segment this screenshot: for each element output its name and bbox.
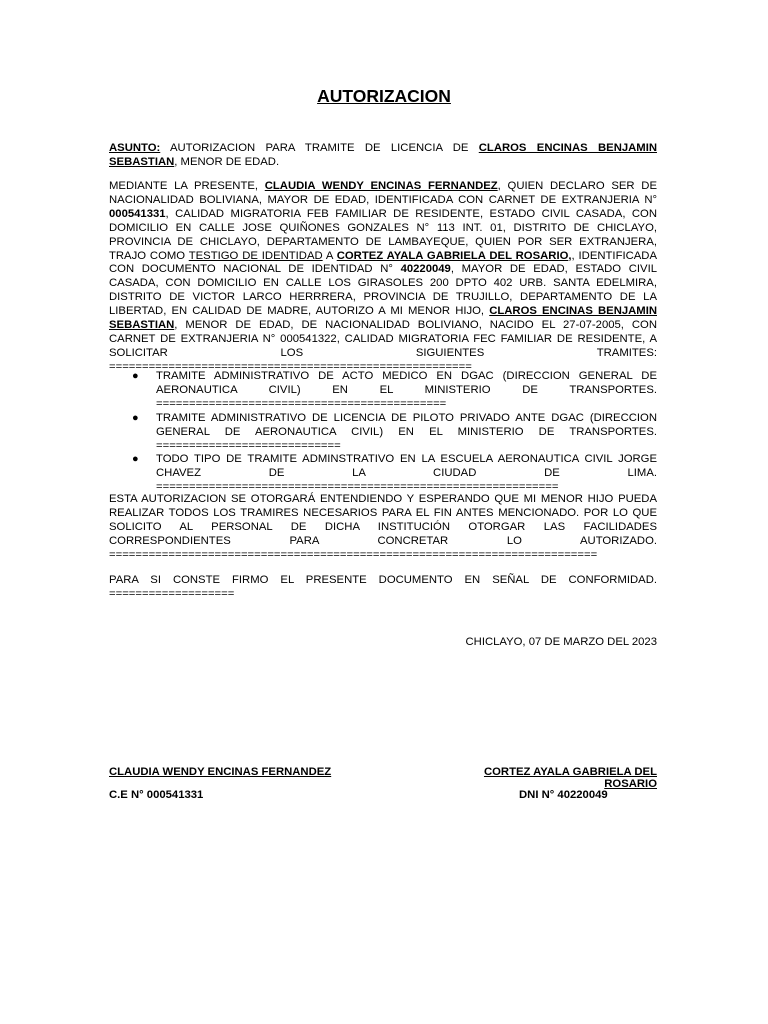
conformity-fill-line: =================== xyxy=(109,587,235,600)
procedures-list xyxy=(109,370,657,495)
list-item-text: TRAMITE ADMINISTRATIVO DE ACTO MEDICO EN DGAC (DIRECCION GENERAL DE AERONAUTICA CIVIL) EN EL MINISTERIO DE TRANSPORTES. ============================================ xyxy=(156,370,657,410)
subject-label: ASUNTO: xyxy=(109,142,161,154)
witness-label: TESTIGO DE IDENTIDAD xyxy=(188,249,323,262)
signature-right-name: CORTEZ AYALA GABRIELA DEL ROSARIO xyxy=(483,766,657,790)
main-text-2: , QUIEN DECLARO SER DE NACIONALIDAD BOLIVIANA, MAYOR DE EDAD, IDENTIFICADA CON CARNET DE EXTRANJERIA N° xyxy=(109,180,657,206)
main-text-1: MEDIANTE LA PRESENTE, xyxy=(109,180,265,192)
main-text-7: , MENOR DE EDAD, DE NACIONALIDAD BOLIVIANO, NACIDO EL 27-07-2005, CON CARNET DE EXTRANJERIA N° 000541322, CALIDAD MIGRATORIA FEC FAMILIAR DE RESIDENTE, A SOLICITAR LOS SIGUIENTES TRAMITES: xyxy=(109,319,657,359)
witness-name: CORTEZ AYALA GABRIELA DEL ROSARIO xyxy=(336,249,569,262)
signature-right-id: DNI N° 40220049 xyxy=(519,789,608,801)
conformity-paragraph xyxy=(109,574,657,602)
list-item-text: TODO TIPO DE TRAMITE ADMINSTRATIVO EN LA ESCUELA AERONAUTICA CIVIL JORGE CHAVEZ DE LA CIUDAD DE LIMA. ============================================================= xyxy=(156,453,657,494)
main-text-6: , MAYOR DE EDAD, ESTADO CIVIL CASADA, CON DOMICILIO EN CALLE LOS GIRASOLES 200 DPTO 402 URB. SANTA EDELMIRA, DISTRITO DE VICTOR LARCO HERRRERA, PROVINCIA DE TRUJILLO, DEPARTAMENTO DE LA LIBERTAD, EN CALIDAD DE MADRE, AUTORIZO A MI MENOR HIJO, xyxy=(109,263,657,318)
main-fill-line: ======================================================= xyxy=(109,360,472,373)
subject-text-2: , MENOR DE EDAD. xyxy=(174,155,280,168)
signature-left-name: CLAUDIA WENDY ENCINAS FERNANDEZ xyxy=(109,766,332,778)
place-and-date: CHICLAYO, 07 DE MARZO DEL 2023 xyxy=(465,636,657,648)
list-item: ● TRAMITE ADMINISTRATIVO DE LICENCIA DE PILOTO PRIVADO ANTE DGAC (DIRECCION GENERAL DE AERONAUTICA CIVIL) EN EL MINISTERIO DE TRANSPORTES. ============================ xyxy=(132,411,657,452)
list-item: ● TRAMITE ADMINISTRATIVO DE ACTO MEDICO EN DGAC (DIRECCION GENERAL DE AERONAUTICA CIVIL) EN EL MINISTERIO DE TRANSPORTES. ============================================ xyxy=(132,370,657,410)
signature-left-id: C.E N° 000541331 xyxy=(109,789,204,801)
mother-name: CLAUDIA WENDY ENCINAS FERNANDEZ xyxy=(264,180,498,192)
main-text-5: , IDENTIFICADA CON DOCUMENTO NACIONAL DE IDENTIDAD N° xyxy=(109,249,657,276)
main-text-3: , CALIDAD MIGRATORIA FEB FAMILIAR DE RESIDENTE, ESTADO CIVIL CASADA, CON DOMICILIO EN CALLE JOSE QUIÑONES GONZALES N° 113 INT. 01, DISTRITO DE CHICLAYO, PROVINCIA DE CHICLAYO, DEPARTAMENTO DE LAMBAYEQUE, QUIEN POR SER EXTRANJERA, TRAJO COMO xyxy=(109,207,657,262)
closing-text: ESTA AUTORIZACION SE OTORGARÁ ENTENDIENDO Y ESPERANDO QUE MI MENOR HIJO PUEDA REALIZAR TODOS LOS TRAMIRES NECESARIOS PARA EL FIN ANTES MENCIONADO. POR LO QUE SOLICITO AL PERSONAL DE DICHA INSTITUCIÓN OTORGAR LAS FACILIDADES CORRESPONDIENTES PARA CONCRETAR LO AUTORIZADO. xyxy=(109,493,657,547)
witness-dni: 40220049 xyxy=(400,263,451,276)
minor-name: CLAROS ENCINAS BENJAMIN SEBASTIAN xyxy=(109,305,657,332)
main-paragraph-text: MEDIANTE LA PRESENTE, CLAUDIA WENDY ENCINAS FERNANDEZ, QUIEN DECLARO SER DE NACIONALIDAD BOLIVIANA, MAYOR DE EDAD, IDENTIFICADA CON CARNET DE EXTRANJERIA N° 000541331, CALIDAD MIGRATORIA FEB FAMILIAR DE RESIDENTE, ESTADO CIVIL CASADA, CON DOMICILIO EN CALLE JOSE QUIÑONES GONZALES N° 113 INT. 01, DISTRITO DE CHICLAYO, PROVINCIA DE CHICLAYO, DEPARTAMENTO DE LAMBAYEQUE, QUIEN POR SER EXTRANJERA, TRAJO COMO TESTIGO DE IDENTIDAD A CORTEZ AYALA GABRIELA DEL ROSARIO,, IDENTIFICADA CON DOCUMENTO NACIONAL DE IDENTIDAD N° 40220049, MAYOR DE EDAD, ESTADO CIVIL CASADA, CON DOMICILIO EN CALLE LOS GIRASOLES 200 DPTO 402 URB. SANTA EDELMIRA, DISTRITO DE VICTOR LARCO HERRRERA, PROVINCIA DE TRUJILLO, DEPARTAMENTO DE LA LIBERTAD, EN CALIDAD DE MADRE, AUTORIZO A MI MENOR HIJO, CLAROS ENCINAS BENJAMIN SEBASTIAN, MENOR DE EDAD, DE NACIONALIDAD BOLIVIANO, NACIDO EL 27-07-2005, CON CARNET DE EXTRANJERIA N° 000541322, CALIDAD MIGRATORIA FEC FAMILIAR DE RESIDENTE, A SOLICITAR LOS SIGUIENTES TRAMITES: xyxy=(109,180,657,359)
closing-paragraph xyxy=(109,493,657,563)
main-text-4: A xyxy=(322,249,337,262)
main-paragraph xyxy=(109,180,657,375)
subject-paragraph xyxy=(109,142,657,170)
list-item: ● TODO TIPO DE TRAMITE ADMINSTRATIVO EN LA ESCUELA AERONAUTICA CIVIL JORGE CHAVEZ DE LA CIUDAD DE LIMA. ============================================================= xyxy=(132,453,657,494)
conformity-text: PARA SI CONSTE FIRMO EL PRESENTE DOCUMENTO EN SEÑAL DE CONFORMIDAD. xyxy=(109,574,657,586)
list-item-text: TRAMITE ADMINISTRATIVO DE LICENCIA DE PILOTO PRIVADO ANTE DGAC (DIRECCION GENERAL DE AERONAUTICA CIVIL) EN EL MINISTERIO DE TRANSPORTES. ============================ xyxy=(156,411,657,452)
subject-minor-name: CLAROS ENCINAS BENJAMIN SEBASTIAN xyxy=(109,142,657,168)
closing-fill-line: ========================================================================== xyxy=(109,548,598,561)
subject-text-1: AUTORIZACION PARA TRAMITE DE LICENCIA DE xyxy=(160,142,479,154)
mother-ce-number: 000541331 xyxy=(109,207,166,220)
document-title: AUTORIZACION xyxy=(317,86,451,106)
